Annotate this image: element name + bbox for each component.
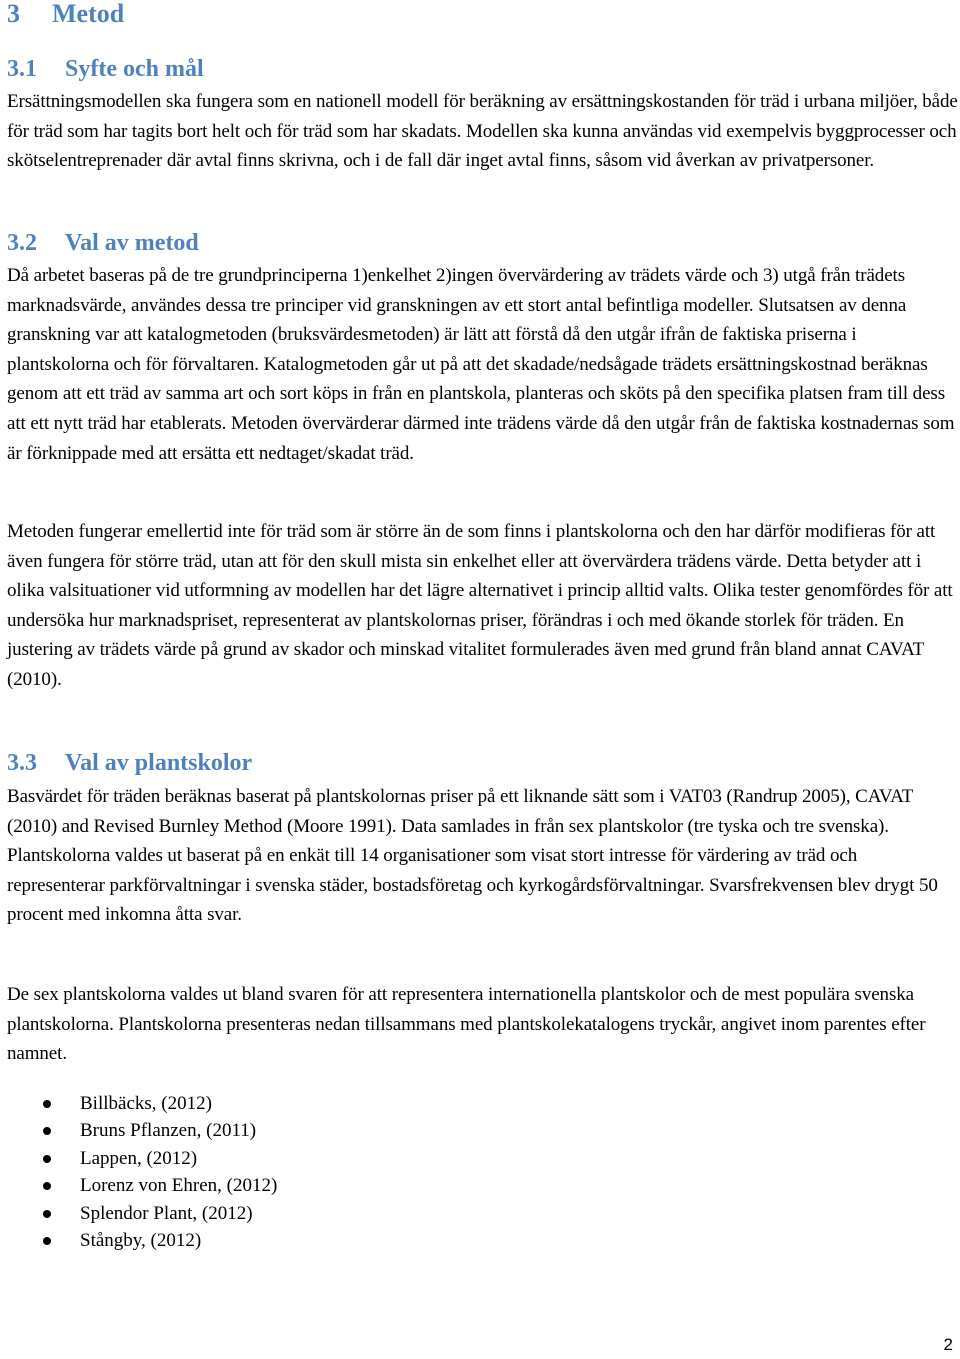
bullet-icon: [43, 1100, 51, 1108]
bullet-icon: [43, 1182, 51, 1190]
bullet-icon: [43, 1210, 51, 1218]
list-item-text: Lappen, (2012): [80, 1147, 198, 1169]
bullet-icon: [43, 1155, 51, 1163]
heading-val-av-plantskolor: [7, 750, 252, 776]
list-item: [7, 1117, 277, 1144]
paragraph-plantskolor-1: Basvärdet för träden beräknas baserat på plantskolornas priser på ett liknande sätt som i VAT03 (Randrup 2005), CAVAT (2010) and Revised Burnley Method (Moore 1991). Data samlades in från sex plantskolor (tre tyska och tre svenska). Plantskolorna valdes ut baserat på en enkät till 14 organisationer som visat stort intresse för värdering av träd och representerar parkförvaltningar i svenska städer, bostadsföretag och kyrkogårdsförvaltningar. Svarsfrekvensen blev drygt 50 procent med inkomna åtta svar.: [7, 786, 938, 926]
list-item: [7, 1200, 277, 1227]
section-title: Syfte och mål: [65, 56, 204, 82]
section-number: 3.2: [7, 230, 37, 256]
list-item: [7, 1227, 277, 1254]
bullet-icon: [43, 1127, 51, 1135]
section-title: Val av plantskolor: [65, 750, 253, 776]
list-item-text: Splendor Plant, (2012): [80, 1202, 253, 1224]
paragraph-syfte: Ersättningsmodellen ska fungera som en nationell modell för beräkning av ersättningskostanden för träd i urbana miljöer, både för träd som har tagits bort helt och för träd som har skadats. Modellen ska kunna användas vid exempelvis byggprocesser och skötselentreprenader där avtal finns skrivna, och i de fall där inget avtal finns, såsom vid åverkan av privatpersoner.: [7, 91, 958, 172]
list-item-text: Billbäcks, (2012): [80, 1093, 212, 1114]
page-number: 2: [943, 1335, 953, 1354]
list-item: [7, 1145, 277, 1172]
section-title: Val av metod: [65, 230, 199, 256]
paragraph-val-av-metod-2: Metoden fungerar emellertid inte för träd som är större än de som finns i plantskolorna och den har därför modifieras för att även fungera för större träd, utan att för den skull mista sin enkelhet eller att övervärdera trädens värde. Detta betyder att i olika valsituationer vid utformning av modellen har det lägre alternativet i princip alltid valts. Olika tester genomfördes för att undersöka hur marknadspriset, representerat av plantskolornas priser, förändras i och med ökande storlek för träden. En justering av trädets värde på grund av skador och minskad vitalitet formulerades även med grund från bland annat CAVAT (2010).: [7, 521, 953, 690]
section-number: 3.3: [7, 750, 37, 776]
heading-number: 3: [7, 0, 20, 28]
paragraph-plantskolor-2: De sex plantskolorna valdes ut bland svaren för att representera internationella plantskolor och de mest populära svenska plantskolorna. Plantskolorna presenteras nedan tillsammans med plantskolekatalogens tryckår, angivet inom parentes efter namnet.: [7, 984, 926, 1065]
heading-metod: [7, 0, 124, 28]
section-number: 3.1: [7, 56, 37, 82]
heading-title: Metod: [52, 0, 125, 28]
list-item-text: Stångby, (2012): [80, 1230, 202, 1252]
bullet-icon: [43, 1237, 51, 1245]
plantskolor-list: [7, 1090, 277, 1254]
list-item: [7, 1090, 277, 1117]
heading-syfte-och-mal: [7, 56, 204, 82]
list-item-text: Bruns Pflanzen, (2011): [80, 1120, 257, 1142]
heading-val-av-metod: [7, 230, 199, 256]
list-item-text: Lorenz von Ehren, (2012): [80, 1175, 278, 1197]
list-item: [7, 1172, 277, 1199]
paragraph-val-av-metod-1: Då arbetet baseras på de tre grundprinciperna 1)enkelhet 2)ingen övervärdering av trädets värde och 3) utgå från trädets marknadsvärde, användes dessa tre principer vid granskningen av ett stort antal befintliga modeller. Slutsatsen av denna granskning var att katalogmetoden (bruksvärdesmetoden) är lätt att förstå då den utgår ifrån de faktiska priserna i plantskolorna och för förvaltaren. Katalogmetoden går ut på att det skadade/nedsågade trädets ersättningskostnad beräknas genom att ett träd av samma art och sort köps in från en plantskola, planteras och sköts på den specifika platsen fram till dess att ett nytt träd har etablerats. Metoden övervärderar därmed inte trädens värde då den utgår från de faktiska kostnadernas som är förknippade med att ersätta ett nedtaget/skadat träd.: [7, 265, 955, 464]
